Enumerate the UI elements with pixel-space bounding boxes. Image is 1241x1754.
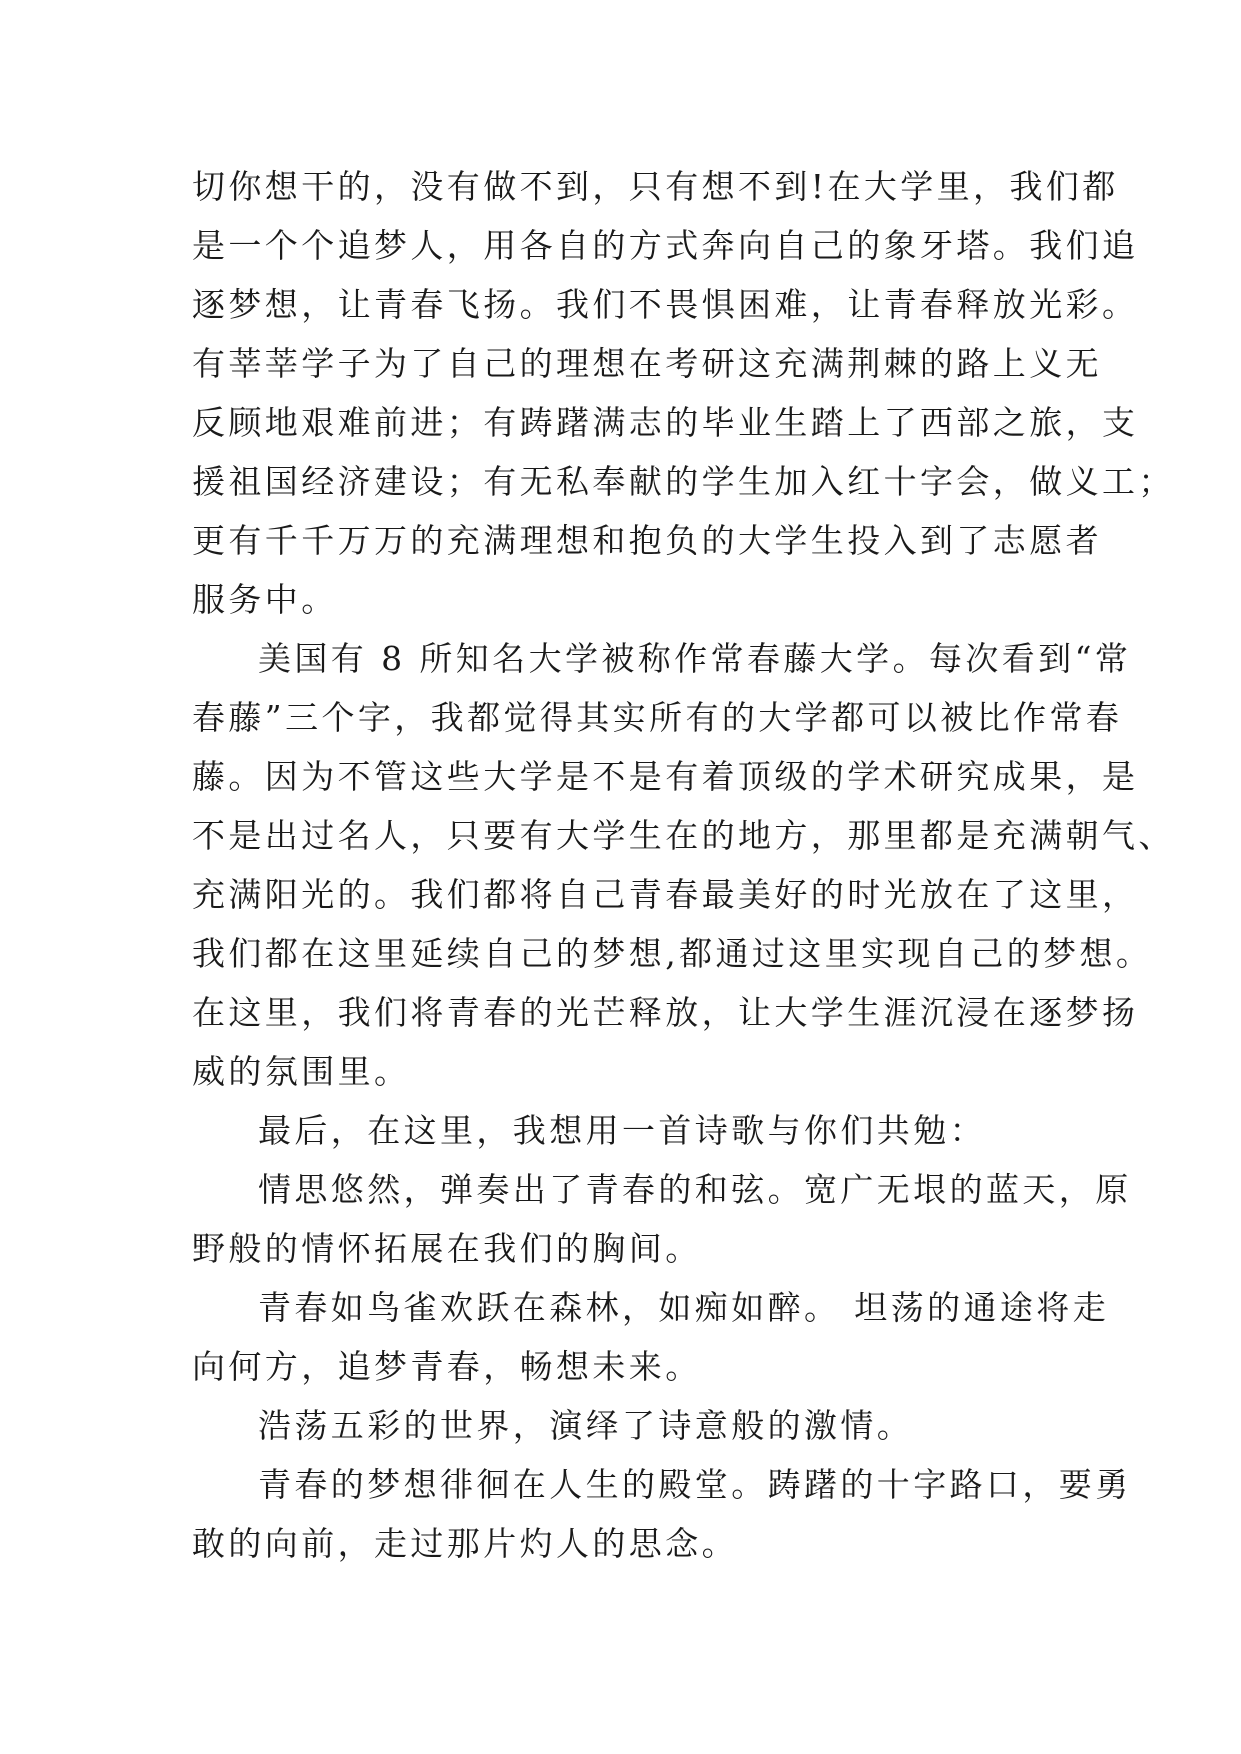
text-line: 向何方，追梦青春，畅想未来。 <box>192 1347 702 1386</box>
text-line: 服务中。 <box>192 580 338 619</box>
text-line: 不是出过名人，只要有大学生在的地方，那里都是充满朝气、 <box>192 816 1175 855</box>
text-line: 藤。因为不管这些大学是不是有着顶级的学术研究成果，是 <box>192 757 1139 796</box>
text-line: 切你想干的，没有做不到，只有想不到!在大学里，我们都 <box>192 167 1119 206</box>
text-line: 逐梦想，让青春飞扬。我们不畏惧困难，让青春释放光彩。 <box>192 285 1139 324</box>
text-line: 我们都在这里延续自己的梦想,都通过这里实现自己的梦想。 <box>192 934 1153 973</box>
text-line: 敢的向前，走过那片灼人的思念。 <box>192 1524 738 1563</box>
text-line: 是一个个追梦人，用各自的方式奔向自己的象牙塔。我们追 <box>192 226 1139 265</box>
text-line: 情思悠然，弹奏出了青春的和弦。宽广无垠的蓝天，原 <box>258 1170 1132 1209</box>
text-line: 更有千千万万的充满理想和抱负的大学生投入到了志愿者 <box>192 521 1102 560</box>
text-line: 充满阳光的。我们都将自己青春最美好的时光放在了这里， <box>192 875 1139 914</box>
text-line: 美国有 8 所知名大学被称作常春藤大学。每次看到“常 <box>258 639 1132 678</box>
text-line: 青春的梦想徘徊在人生的殿堂。踌躇的十字路口，要勇 <box>258 1465 1132 1504</box>
text-line: 威的氛围里。 <box>192 1052 411 1091</box>
text-line: 援祖国经济建设；有无私奉献的学生加入红十字会，做义工； <box>192 462 1175 501</box>
text-line: 浩荡五彩的世界，演绎了诗意般的激情。 <box>258 1406 914 1445</box>
text-line: 在这里，我们将青春的光芒释放，让大学生涯沉浸在逐梦扬 <box>192 993 1139 1032</box>
body-text <box>192 157 1175 1573</box>
text-line: 有莘莘学子为了自己的理想在考研这充满荆棘的路上义无 <box>192 344 1102 383</box>
text-line: 青春如鸟雀欢跃在森林，如痴如醉。 坦荡的通途将走 <box>258 1288 1110 1327</box>
text-line: 反顾地艰难前进；有踌躇满志的毕业生踏上了西部之旅，支 <box>192 403 1139 442</box>
text-line: 最后，在这里，我想用一首诗歌与你们共勉： <box>258 1111 986 1150</box>
text-line: 野般的情怀拓展在我们的胸间。 <box>192 1229 702 1268</box>
text-line: 春藤”三个字，我都觉得其实所有的大学都可以被比作常春 <box>192 698 1123 737</box>
